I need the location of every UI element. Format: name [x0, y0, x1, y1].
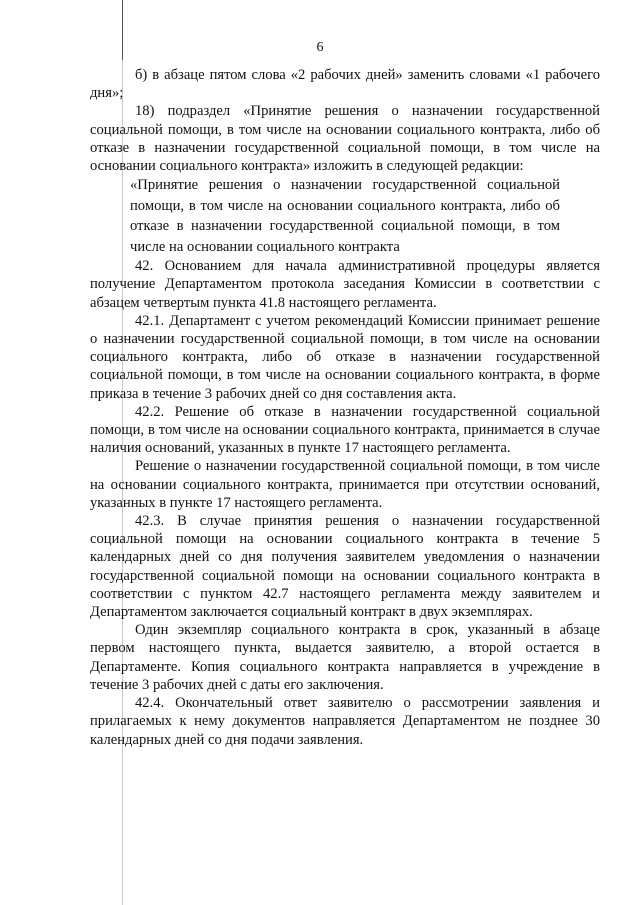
paragraph-42-3: 42.3. В случае принятия решения о назначении государственной социальной помощи на основании социального контракта в течение 5 календарных дней со дня получения заявителем уведомления о назначении государственной социальной помощи на основании социального контракта в соответствии с пунктом 42.7 настоящего регламента между заявителем и Департаментом заключается социальный контракт в двух экземплярах. [90, 513, 600, 621]
paragraph-42-2-b: Решение о назначении государственной социальной помощи, в том числе на основании социального контракта, принимается при отсутствии оснований, указанных в пункте 17 настоящего регламента. [90, 458, 600, 511]
document-body [90, 66, 600, 749]
paragraph-42-1: 42.1. Департамент с учетом рекомендаций Комиссии принимает решение о назначении государственной социальной помощи, в том числе на основании социального контракта, либо об отказе в назначении государственной социальной помощи, в том числе на основании социального контракта, в форме приказа в течение 3 рабочих дней со дня составления акта. [90, 312, 600, 402]
paragraph-42-4: 42.4. Окончательный ответ заявителю о рассмотрении заявления и прилагаемых к нему документов направляется Департаментом не позднее 30 календарных дней со дня подачи заявления. [90, 695, 600, 748]
paragraph-42: 42. Основанием для начала административной процедуры является получение Департаментом протокола заседания Комиссии в соответствии с абзацем четвертым пункта 41.8 настоящего регламента. [90, 258, 600, 311]
paragraph-42-3-b: Один экземпляр социального контракта в срок, указанный в абзаце первом настоящего пункта, выдается заявителю, а второй остается в Департаменте. Копия социального контракта направляется в учреждение в течение 3 рабочих дней с даты его заключения. [90, 622, 600, 693]
paragraph-42-2: 42.2. Решение об отказе в назначении государственной социальной помощи, в том числе на основании социального контракта, принимается в случае наличия оснований, указанных в пункте 17 настоящего регламента. [90, 403, 600, 457]
paragraph-b: б) в абзаце пятом слова «2 рабочих дней» заменить словами «1 рабочего дня»; [90, 67, 600, 102]
paragraph-18: 18) подраздел «Принятие решения о назначении государственной социальной помощи, в том числе на основании социального контракта, либо об отказе в назначении государственной социальной помощи, в том числе на основании социального контракта» изложить в следующей редакции: [90, 103, 600, 175]
subsection-heading: «Принятие решения о назначении государственной социальной помощи, в том числе на основании социального контракта, либо об отказе в назначении государственной социальной помощи, в том числе на основании социального контракта [130, 177, 560, 255]
page-number: 6 [316, 40, 324, 55]
